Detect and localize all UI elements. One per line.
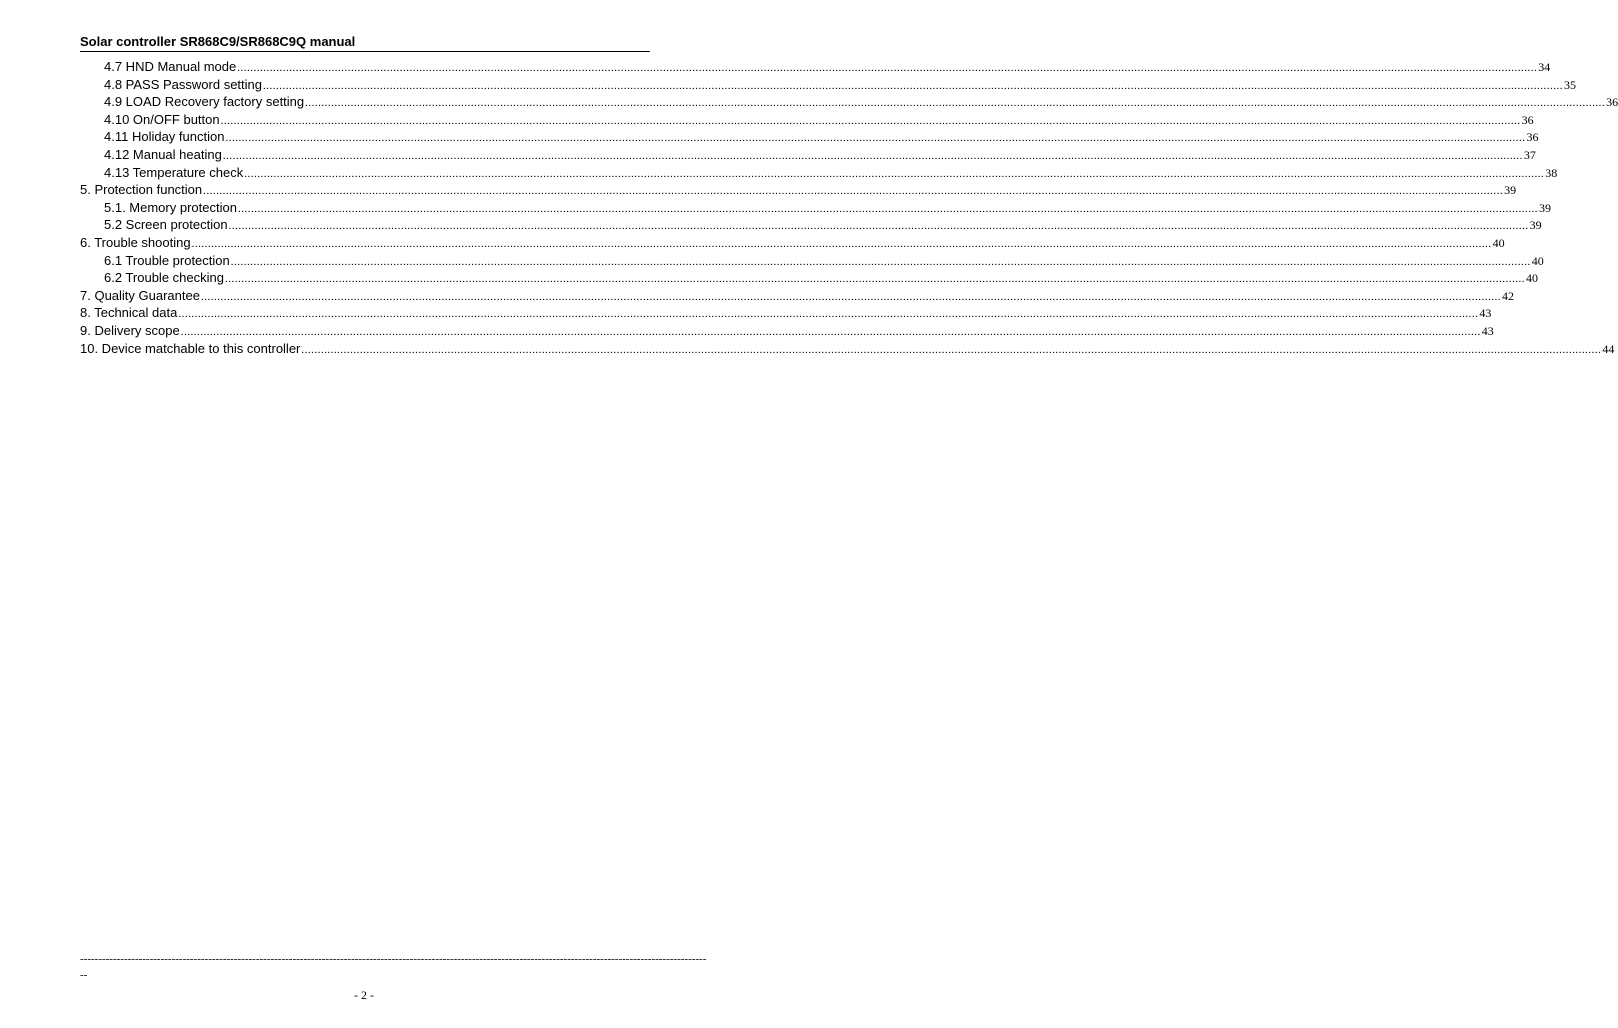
toc-dot-leader: ................................................................................................................................................................................................................................................................................................................................................................................................................: [301, 343, 1602, 356]
toc-entry-page: 36: [1521, 112, 1534, 127]
toc-dot-leader: ................................................................................................................................................................................................................................................................................................................................................................................................................: [222, 149, 1523, 162]
toc-entry-label: 5.2 Screen protection: [104, 217, 228, 233]
toc-dot-leader: ................................................................................................................................................................................................................................................................................................................................................................................................................: [237, 202, 1538, 215]
toc-entry-label: 10. Device matchable to this controller: [80, 340, 301, 356]
toc-entry[interactable]: [80, 199, 1551, 217]
toc-entry[interactable]: [80, 340, 1615, 358]
toc-entry-page: 40: [1531, 253, 1544, 268]
toc-entry[interactable]: [80, 181, 1517, 199]
toc-entry-page: 40: [1525, 271, 1538, 286]
toc-entry-page: 36: [1606, 95, 1618, 110]
toc-entry-page: 37: [1523, 147, 1536, 162]
toc-entry[interactable]: [80, 93, 1618, 111]
toc-entry-label: 7. Quality Guarantee: [80, 287, 200, 303]
toc-entry-page: 39: [1529, 218, 1542, 233]
page-number: - 2 -: [354, 988, 374, 1002]
footer-dashed-rule: ---------------------------------------------------------------------------------------------------------------------------------------------------------------------------: [80, 953, 707, 965]
toc-dot-leader: ................................................................................................................................................................................................................................................................................................................................................................................................................: [263, 79, 1564, 92]
toc-entry-label: 9. Delivery scope: [80, 322, 180, 338]
toc-entry-label: 6.1 Trouble protection: [104, 252, 230, 268]
toc-entry-label: 5. Protection function: [80, 182, 203, 198]
toc-entry[interactable]: [80, 76, 1577, 94]
toc-entry-page: 35: [1564, 77, 1577, 92]
toc-entry[interactable]: [80, 322, 1494, 340]
toc-entry-page: 44: [1602, 341, 1615, 356]
toc-dot-leader: ................................................................................................................................................................................................................................................................................................................................................................................................................: [230, 255, 1531, 268]
toc-entry-label: 4.11 Holiday function: [104, 129, 225, 145]
toc-entry-page: 42: [1501, 288, 1514, 303]
toc-dot-leader: ................................................................................................................................................................................................................................................................................................................................................................................................................: [224, 273, 1525, 286]
toc-entry[interactable]: [80, 164, 1558, 182]
table-of-contents: [80, 58, 1618, 357]
toc-entry-page: 34: [1538, 60, 1551, 74]
toc-entry-label: 4.9 LOAD Recovery factory setting: [104, 94, 305, 110]
toc-entry-label: 5.1. Memory protection: [104, 199, 237, 215]
toc-entry-label: 4.8 PASS Password setting: [104, 76, 263, 92]
toc-entry-page: 40: [1492, 235, 1505, 250]
toc-dot-leader: ................................................................................................................................................................................................................................................................................................................................................................................................................: [200, 290, 1501, 303]
toc-entry[interactable]: [80, 304, 1492, 322]
toc-dot-leader: ................................................................................................................................................................................................................................................................................................................................................................................................................: [191, 237, 1492, 250]
toc-dot-leader: ................................................................................................................................................................................................................................................................................................................................................................................................................: [178, 308, 1479, 321]
toc-dot-leader: ................................................................................................................................................................................................................................................................................................................................................................................................................: [237, 62, 1538, 74]
toc-entry[interactable]: [80, 269, 1538, 287]
toc-dot-leader: ................................................................................................................................................................................................................................................................................................................................................................................................................: [305, 97, 1606, 110]
toc-dot-leader: ................................................................................................................................................................................................................................................................................................................................................................................................................: [228, 220, 1529, 233]
toc-entry-page: 36: [1526, 130, 1539, 145]
toc-dot-leader: ................................................................................................................................................................................................................................................................................................................................................................................................................: [180, 325, 1481, 338]
toc-entry-label: 8. Technical data: [80, 305, 178, 321]
toc-entry-label: 6. Trouble shooting: [80, 234, 191, 250]
toc-entry-page: 39: [1538, 200, 1551, 215]
toc-entry[interactable]: [80, 234, 1505, 252]
footer-dashed-rule-tail: --: [80, 969, 88, 981]
toc-dot-leader: ................................................................................................................................................................................................................................................................................................................................................................................................................: [203, 185, 1504, 198]
header-divider: [80, 51, 650, 52]
page-header: [80, 34, 650, 50]
document-title: Solar controller SR868C9/SR868C9Q manual: [80, 34, 356, 49]
toc-entry-page: 38: [1545, 165, 1558, 180]
toc-dot-leader: ................................................................................................................................................................................................................................................................................................................................................................................................................: [225, 132, 1526, 145]
toc-entry[interactable]: [80, 58, 1551, 76]
toc-entry-page: 43: [1481, 323, 1494, 338]
toc-entry-label: 4.10 On/OFF button: [104, 111, 220, 127]
toc-entry-label: 6.2 Trouble checking: [104, 270, 224, 286]
toc-entry[interactable]: [80, 128, 1539, 146]
toc-entry[interactable]: [80, 111, 1534, 129]
toc-entry[interactable]: [80, 287, 1514, 305]
toc-entry-label: 4.7 HND Manual mode: [104, 59, 237, 74]
toc-entry-label: 4.13 Temperature check: [104, 164, 244, 180]
toc-entry[interactable]: [80, 146, 1536, 164]
toc-dot-leader: ................................................................................................................................................................................................................................................................................................................................................................................................................: [220, 114, 1521, 127]
toc-entry[interactable]: [80, 252, 1544, 270]
toc-entry-page: 39: [1504, 183, 1517, 198]
toc-dot-leader: ................................................................................................................................................................................................................................................................................................................................................................................................................: [244, 167, 1545, 180]
toc-entry-label: 4.12 Manual heating: [104, 146, 222, 162]
toc-entry[interactable]: [80, 216, 1542, 234]
toc-entry-page: 43: [1479, 306, 1492, 321]
